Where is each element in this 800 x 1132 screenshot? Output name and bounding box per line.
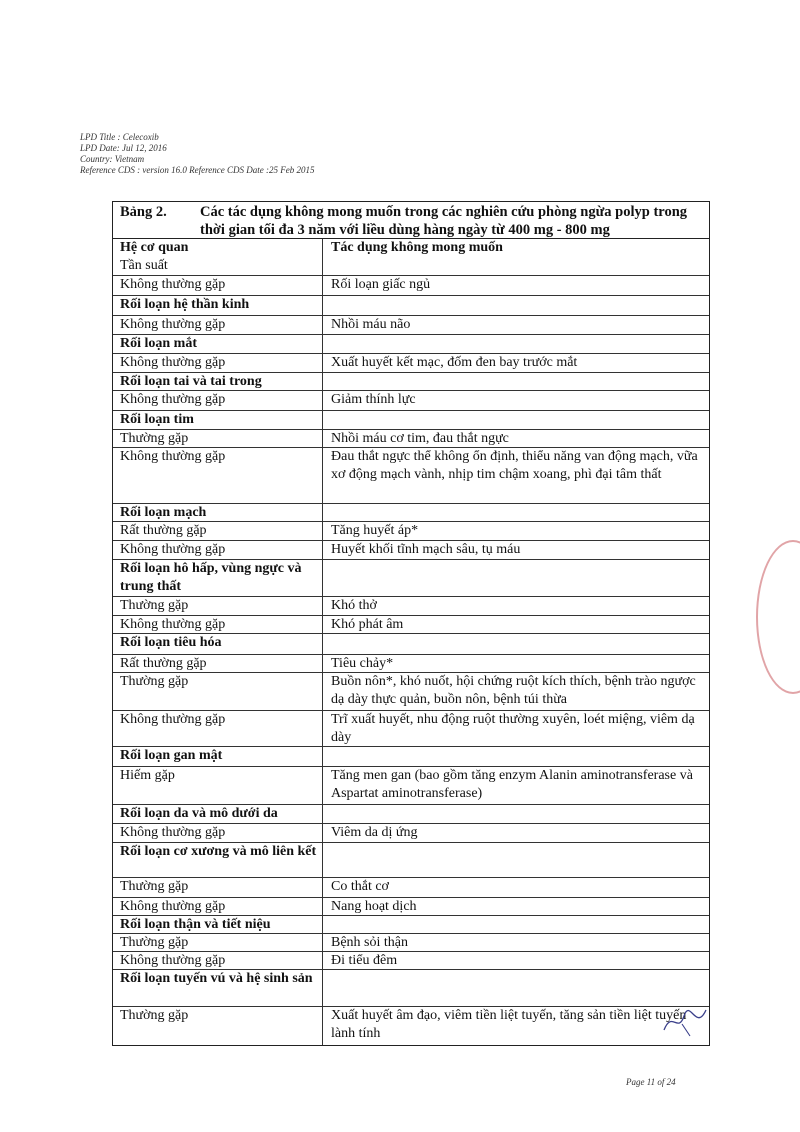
adverse-effect-cell: Đau thắt ngực thể không ổn định, thiểu năng van động mạch, vữa xơ động mạch vành, nhịp tim chậm xoang, phì đại tâm thất xyxy=(331,449,698,482)
frequency-cell: Thường gặp xyxy=(113,673,323,710)
organ-system-cell: Rối loạn mắt xyxy=(113,335,323,353)
adverse-effect-cell xyxy=(323,970,709,1006)
frequency-cell: Thường gặp xyxy=(113,597,323,615)
frequency-cell: Không thường gặp xyxy=(113,616,323,633)
adverse-effect-cell xyxy=(323,560,709,596)
adverse-effect-cell xyxy=(323,747,709,766)
table-row xyxy=(113,430,709,448)
column-header-organ-system xyxy=(113,239,323,275)
table-row xyxy=(113,952,709,970)
organ-system-cell: Rối loạn tim xyxy=(113,411,323,429)
adverse-effect-cell xyxy=(323,296,709,315)
frequency-cell: Thường gặp xyxy=(113,934,323,951)
document-header xyxy=(80,132,315,176)
lpd-title: LPD Title : Celecoxib xyxy=(80,132,159,142)
table-caption-text: Các tác dụng không mong muốn trong các nghiên cứu phòng ngừa polyp trong thời gian tối đa 3 năm với liều dùng hàng ngày từ 400 mg - 800 mg xyxy=(200,204,688,238)
table-row xyxy=(113,824,709,843)
table-row xyxy=(113,522,709,541)
category-row xyxy=(113,916,709,934)
frequency-cell: Không thường gặp xyxy=(113,391,323,410)
frequency-cell: Thường gặp xyxy=(113,878,323,897)
organ-system-cell: Rối loạn mạch xyxy=(113,504,323,521)
frequency-cell: Không thường gặp xyxy=(113,448,323,503)
adverse-effect-cell xyxy=(323,634,709,654)
frequency-cell: Thường gặp xyxy=(113,1007,323,1045)
category-row xyxy=(113,373,709,391)
table-row xyxy=(113,673,709,711)
table-row xyxy=(113,448,709,504)
category-row xyxy=(113,296,709,316)
page-number: Page 11 of 24 xyxy=(626,1077,676,1087)
frequency-cell: Rất thường gặp xyxy=(113,522,323,540)
frequency-cell: Không thường gặp xyxy=(113,898,323,915)
table-row xyxy=(113,934,709,952)
frequency-cell: Không thường gặp xyxy=(113,276,323,295)
organ-system-cell: Rối loạn cơ xương và mô liên kết xyxy=(113,843,323,877)
adverse-effect-cell: Giảm thính lực xyxy=(331,392,416,407)
stamp-mark xyxy=(756,540,800,694)
organ-system-cell: Rối loạn tai và tai trong xyxy=(113,373,323,390)
adverse-effect-cell xyxy=(323,373,709,390)
category-row xyxy=(113,560,709,597)
organ-system-cell: Rối loạn da và mô dưới da xyxy=(113,805,323,823)
table-row xyxy=(113,541,709,560)
adverse-effect-cell: Buồn nôn*, khó nuốt, hội chứng ruột kích thích, bệnh trào ngược dạ dày thực quản, buồn nôn, bệnh túi thừa xyxy=(331,674,696,707)
adverse-effect-cell: Khó phát âm xyxy=(331,617,404,632)
adverse-effect-cell xyxy=(323,504,709,521)
table-row xyxy=(113,1007,709,1045)
lpd-date: LPD Date: Jul 12, 2016 xyxy=(80,143,167,153)
table-caption xyxy=(113,202,709,239)
frequency-cell: Không thường gặp xyxy=(113,541,323,559)
category-row xyxy=(113,634,709,655)
col1-subheader: Tần suất xyxy=(120,257,168,273)
adverse-effect-cell xyxy=(323,805,709,823)
frequency-cell: Không thường gặp xyxy=(113,952,323,969)
category-row xyxy=(113,335,709,354)
frequency-cell: Hiếm gặp xyxy=(113,767,323,804)
adverse-effect-cell: Rối loạn giấc ngủ xyxy=(331,277,431,292)
frequency-cell: Không thường gặp xyxy=(113,354,323,372)
organ-system-cell: Rối loạn tiêu hóa xyxy=(113,634,323,654)
adverse-effect-cell xyxy=(323,843,709,877)
table-body xyxy=(113,276,709,1045)
adverse-effect-cell: Trĩ xuất huyết, nhu động ruột thường xuyên, loét miệng, viêm dạ dày xyxy=(331,712,695,745)
organ-system-cell: Rối loạn hệ thần kinh xyxy=(113,296,323,315)
adverse-effects-table xyxy=(112,201,710,1046)
table-row xyxy=(113,316,709,335)
organ-system-cell: Rối loạn hô hấp, vùng ngực và trung thất xyxy=(113,560,323,596)
adverse-effect-cell: Huyết khối tĩnh mạch sâu, tụ máu xyxy=(331,542,521,557)
table-row xyxy=(113,878,709,898)
organ-system-cell: Rối loạn gan mật xyxy=(113,747,323,766)
country: Country: Vietnam xyxy=(80,154,145,164)
adverse-effect-cell: Xuất huyết kết mạc, đốm đen bay trước mắt xyxy=(331,355,578,370)
organ-system-cell: Rối loạn thận và tiết niệu xyxy=(113,916,323,933)
table-row xyxy=(113,711,709,747)
category-row xyxy=(113,843,709,878)
adverse-effect-cell xyxy=(323,916,709,933)
category-row xyxy=(113,411,709,430)
adverse-effect-cell: Nang hoạt dịch xyxy=(331,899,417,914)
table-row xyxy=(113,898,709,916)
reference-cds: Reference CDS : version 16.0 Reference CDS Date :25 Feb 2015 xyxy=(80,165,315,175)
table-row xyxy=(113,767,709,805)
table-row xyxy=(113,354,709,373)
adverse-effect-cell: Xuất huyết âm đạo, viêm tiền liệt tuyến, tăng sản tiền liệt tuyến lành tính xyxy=(331,1008,687,1041)
adverse-effect-cell: Co thắt cơ xyxy=(331,879,389,894)
signature-mark xyxy=(660,1004,710,1038)
adverse-effect-cell: Đi tiểu đêm xyxy=(331,953,398,968)
adverse-effect-cell xyxy=(323,411,709,429)
adverse-effect-cell: Nhồi máu cơ tim, đau thắt ngực xyxy=(331,431,509,446)
table-label: Bảng 2. xyxy=(120,204,167,220)
category-row xyxy=(113,805,709,824)
organ-system-cell: Rối loạn tuyến vú và hệ sinh sản xyxy=(113,970,323,1006)
frequency-cell: Không thường gặp xyxy=(113,711,323,746)
adverse-effect-cell: Nhồi máu não xyxy=(331,317,411,332)
frequency-cell: Thường gặp xyxy=(113,430,323,447)
table-row xyxy=(113,597,709,616)
frequency-cell: Không thường gặp xyxy=(113,316,323,334)
adverse-effect-cell: Tăng huyết áp* xyxy=(331,523,419,538)
table-row xyxy=(113,655,709,673)
adverse-effect-cell: Khó thở xyxy=(331,598,377,613)
adverse-effect-cell: Tăng men gan (bao gồm tăng enzym Alanin aminotransferase và Aspartat aminotransferase) xyxy=(331,768,693,801)
adverse-effect-cell: Tiêu chảy* xyxy=(331,656,394,671)
frequency-cell: Không thường gặp xyxy=(113,824,323,842)
category-row xyxy=(113,747,709,767)
category-row xyxy=(113,970,709,1007)
table-header-row xyxy=(113,239,709,276)
adverse-effect-cell xyxy=(323,335,709,353)
frequency-cell: Rất thường gặp xyxy=(113,655,323,672)
category-row xyxy=(113,504,709,522)
table-row xyxy=(113,391,709,411)
column-header-adverse-effects: Tác dụng không mong muốn xyxy=(331,240,503,255)
table-row xyxy=(113,276,709,296)
col1-header: Hệ cơ quan xyxy=(120,240,189,255)
adverse-effect-cell: Viêm da dị ứng xyxy=(331,825,418,840)
adverse-effect-cell: Bệnh sỏi thận xyxy=(331,935,408,950)
table-row xyxy=(113,616,709,634)
